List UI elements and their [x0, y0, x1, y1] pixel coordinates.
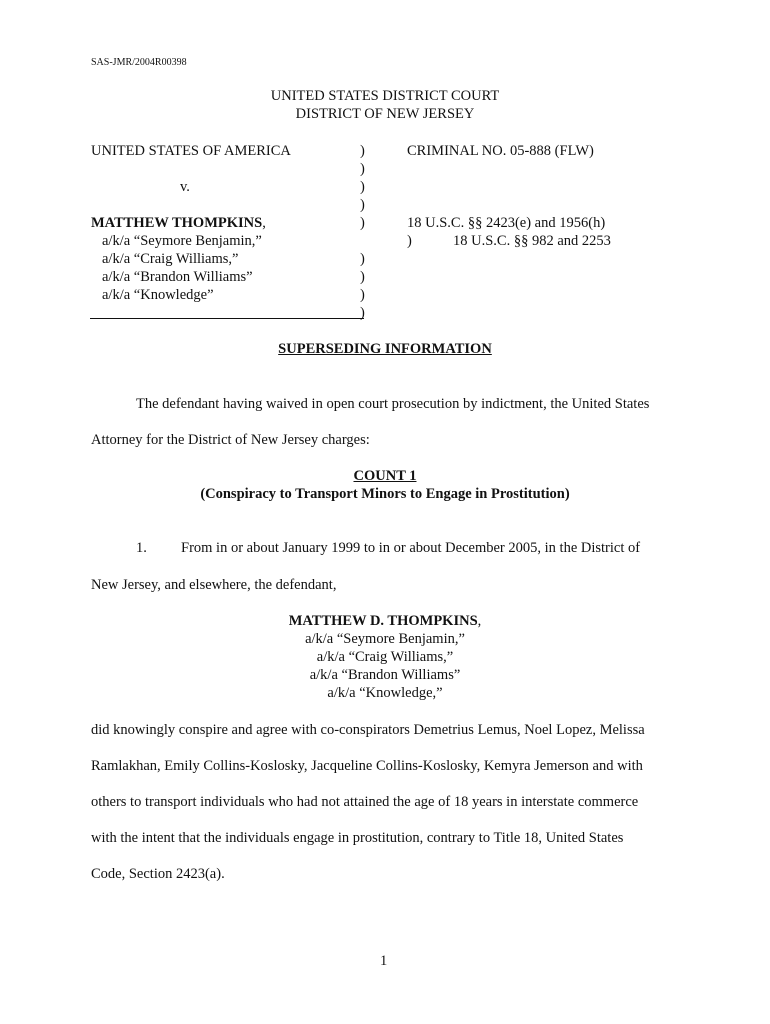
- body-line: Ramlakhan, Emily Collins-Koslosky, Jacqueline Collins-Koslosky, Kemyra Jemerson and with: [91, 758, 643, 774]
- statute-line: 18 U.S.C. §§ 982 and 2253: [453, 233, 611, 249]
- defendant-name: MATTHEW THOMPKINS,: [91, 215, 266, 231]
- caption-paren: ): [360, 161, 365, 177]
- court-name: UNITED STATES DISTRICT COURT: [270, 88, 500, 104]
- defendant-block-alias: a/k/a “Seymore Benjamin,”: [305, 631, 465, 647]
- caption-paren: ): [360, 197, 365, 213]
- caption-paren: ): [360, 251, 365, 267]
- versus-label: v.: [180, 179, 190, 195]
- defendant-block-name: MATTHEW D. THOMPKINS,: [288, 613, 482, 629]
- count-heading: COUNT 1: [353, 468, 417, 484]
- statute-paren: ): [407, 233, 412, 249]
- caption-alias: a/k/a “Knowledge”: [102, 287, 214, 303]
- caption-alias: a/k/a “Seymore Benjamin,”: [102, 233, 262, 249]
- caption-alias: a/k/a “Craig Williams,”: [102, 251, 239, 267]
- defendant-block-alias: a/k/a “Knowledge,”: [327, 685, 443, 701]
- paragraph-line: New Jersey, and elsewhere, the defendant,: [91, 577, 337, 593]
- caption-paren: ): [360, 305, 365, 321]
- caption-alias: a/k/a “Brandon Williams”: [102, 269, 253, 285]
- page-number: 1: [380, 953, 388, 969]
- court-district: DISTRICT OF NEW JERSEY: [295, 106, 475, 122]
- caption-rule: [90, 318, 364, 319]
- defendant-block-alias: a/k/a “Brandon Williams”: [309, 667, 461, 683]
- document-id: SAS-JMR/2004R00398: [91, 57, 187, 68]
- paragraph-number: 1.: [136, 540, 147, 556]
- body-line: with the intent that the individuals engage in prostitution, contrary to Title 18, United States: [91, 830, 624, 846]
- caption-paren: ): [360, 143, 365, 159]
- count-subheading: (Conspiracy to Transport Minors to Engage in Prostitution): [200, 486, 570, 502]
- case-number: CRIMINAL NO. 05-888 (FLW): [407, 143, 594, 159]
- document-title: SUPERSEDING INFORMATION: [278, 341, 492, 357]
- intro-line: Attorney for the District of New Jersey charges:: [91, 432, 370, 448]
- plaintiff-name: UNITED STATES OF AMERICA: [91, 143, 291, 159]
- body-line: others to transport individuals who had not attained the age of 18 years in interstate commerce: [91, 794, 639, 810]
- defendant-block-alias: a/k/a “Craig Williams,”: [316, 649, 454, 665]
- caption-paren: ): [360, 215, 365, 231]
- caption-paren: ): [360, 287, 365, 303]
- paragraph-line: From in or about January 1999 to in or about December 2005, in the District of: [181, 540, 641, 556]
- intro-line: The defendant having waived in open court prosecution by indictment, the United States: [136, 396, 650, 412]
- caption-paren: ): [360, 269, 365, 285]
- statute-line: 18 U.S.C. §§ 2423(e) and 1956(h): [407, 215, 606, 231]
- body-line: Code, Section 2423(a).: [91, 866, 225, 882]
- body-line: did knowingly conspire and agree with co-conspirators Demetrius Lemus, Noel Lopez, Melissa: [91, 722, 645, 738]
- caption-paren: ): [360, 179, 365, 195]
